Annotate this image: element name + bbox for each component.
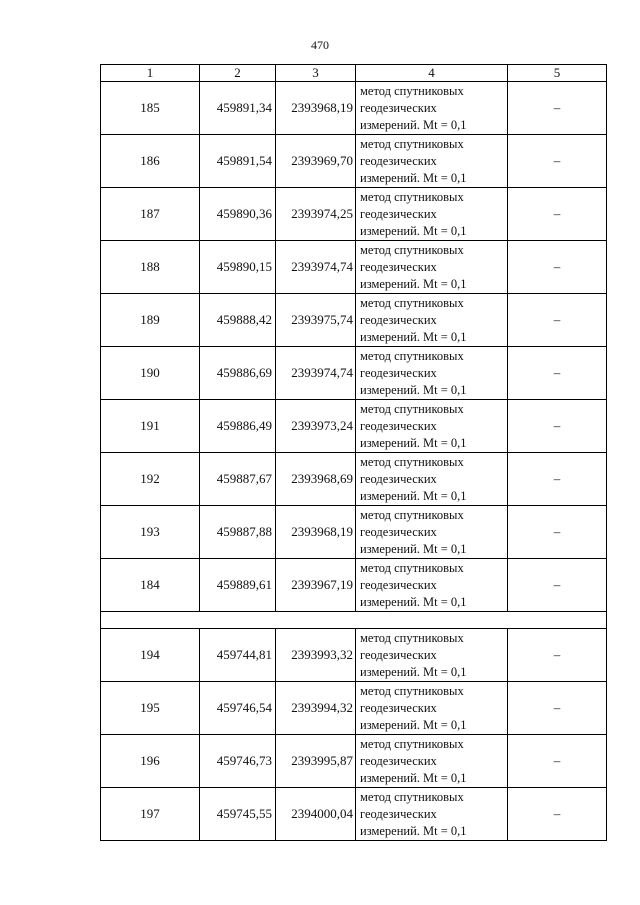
method-text-line: измерений. Mt = 0,1	[360, 117, 467, 132]
x-coordinate-cell: 459890,36	[200, 188, 276, 241]
table-header-row	[101, 65, 607, 82]
method-text-line: измерений. Mt = 0,1	[360, 541, 467, 556]
column-header-3: 3	[276, 65, 356, 82]
table-row	[101, 82, 607, 135]
table-row	[101, 506, 607, 559]
x-coordinate-cell: 459744,81	[200, 629, 276, 682]
method-text-line: геодезических	[360, 312, 437, 327]
point-number-cell: 185	[101, 82, 200, 135]
y-coordinate-cell: 2393967,19	[276, 559, 356, 612]
method-text-line: метод спутниковых	[360, 454, 464, 469]
note-cell: –	[508, 188, 607, 241]
x-coordinate-cell: 459746,54	[200, 682, 276, 735]
point-number-cell: 189	[101, 294, 200, 347]
note-cell: –	[508, 135, 607, 188]
method-cell	[356, 294, 508, 347]
note-cell: –	[508, 682, 607, 735]
method-text-line: измерений. Mt = 0,1	[360, 488, 467, 503]
table-row	[101, 682, 607, 735]
y-coordinate-cell: 2393974,74	[276, 241, 356, 294]
table-row	[101, 629, 607, 682]
method-text-line: измерений. Mt = 0,1	[360, 382, 467, 397]
y-coordinate-cell: 2393968,69	[276, 453, 356, 506]
y-coordinate-cell: 2393975,74	[276, 294, 356, 347]
point-number-cell: 196	[101, 735, 200, 788]
note-cell: –	[508, 400, 607, 453]
method-cell	[356, 629, 508, 682]
point-number-cell: 195	[101, 682, 200, 735]
y-coordinate-cell: 2393995,87	[276, 735, 356, 788]
method-text-line: геодезических	[360, 418, 437, 433]
table-body	[101, 82, 607, 841]
method-text-line: измерений. Mt = 0,1	[360, 276, 467, 291]
page-number: 470	[311, 38, 329, 52]
method-text-line: геодезических	[360, 806, 437, 821]
method-text-line: измерений. Mt = 0,1	[360, 435, 467, 450]
method-text-line: измерений. Mt = 0,1	[360, 223, 467, 238]
method-text-line: метод спутниковых	[360, 242, 464, 257]
method-text-line: геодезических	[360, 471, 437, 486]
method-text-line: метод спутниковых	[360, 189, 464, 204]
separator-cell	[101, 612, 607, 629]
point-number-cell: 186	[101, 135, 200, 188]
method-text-line: геодезических	[360, 577, 437, 592]
point-number-cell: 193	[101, 506, 200, 559]
y-coordinate-cell: 2393994,32	[276, 682, 356, 735]
method-text-line: измерений. Mt = 0,1	[360, 717, 467, 732]
method-text-line: измерений. Mt = 0,1	[360, 664, 467, 679]
method-cell	[356, 506, 508, 559]
x-coordinate-cell: 459887,67	[200, 453, 276, 506]
method-text-line: измерений. Mt = 0,1	[360, 823, 467, 838]
table-row	[101, 241, 607, 294]
table-row	[101, 294, 607, 347]
x-coordinate-cell: 459891,54	[200, 135, 276, 188]
note-cell: –	[508, 347, 607, 400]
method-text-line: метод спутниковых	[360, 295, 464, 310]
y-coordinate-cell: 2393968,19	[276, 506, 356, 559]
point-number-cell: 197	[101, 788, 200, 841]
method-text-line: геодезических	[360, 206, 437, 221]
y-coordinate-cell: 2394000,04	[276, 788, 356, 841]
column-header-5: 5	[508, 65, 607, 82]
note-cell: –	[508, 735, 607, 788]
note-cell: –	[508, 788, 607, 841]
method-text-line: геодезических	[360, 100, 437, 115]
x-coordinate-cell: 459745,55	[200, 788, 276, 841]
method-text-line: геодезических	[360, 753, 437, 768]
x-coordinate-cell: 459886,69	[200, 347, 276, 400]
method-cell	[356, 400, 508, 453]
table-row	[101, 735, 607, 788]
x-coordinate-cell: 459886,49	[200, 400, 276, 453]
y-coordinate-cell: 2393993,32	[276, 629, 356, 682]
column-header-2: 2	[200, 65, 276, 82]
method-text-line: геодезических	[360, 524, 437, 539]
note-cell: –	[508, 506, 607, 559]
method-text-line: измерений. Mt = 0,1	[360, 329, 467, 344]
table-row	[101, 559, 607, 612]
y-coordinate-cell: 2393973,24	[276, 400, 356, 453]
method-text-line: геодезических	[360, 647, 437, 662]
y-coordinate-cell: 2393969,70	[276, 135, 356, 188]
note-cell: –	[508, 241, 607, 294]
table-row	[101, 135, 607, 188]
y-coordinate-cell: 2393974,74	[276, 347, 356, 400]
method-text-line: измерений. Mt = 0,1	[360, 770, 467, 785]
method-text-line: метод спутниковых	[360, 789, 464, 804]
method-text-line: геодезических	[360, 700, 437, 715]
method-text-line: измерений. Mt = 0,1	[360, 594, 467, 609]
note-cell: –	[508, 559, 607, 612]
column-header-1: 1	[101, 65, 200, 82]
x-coordinate-cell: 459746,73	[200, 735, 276, 788]
method-cell	[356, 735, 508, 788]
point-number-cell: 184	[101, 559, 200, 612]
method-text-line: геодезических	[360, 259, 437, 274]
point-number-cell: 192	[101, 453, 200, 506]
x-coordinate-cell: 459890,15	[200, 241, 276, 294]
x-coordinate-cell: 459888,42	[200, 294, 276, 347]
method-cell	[356, 682, 508, 735]
note-cell: –	[508, 82, 607, 135]
method-cell	[356, 188, 508, 241]
table-row	[101, 347, 607, 400]
method-text-line: измерений. Mt = 0,1	[360, 170, 467, 185]
method-text-line: метод спутниковых	[360, 630, 464, 645]
method-cell	[356, 347, 508, 400]
y-coordinate-cell: 2393974,25	[276, 188, 356, 241]
x-coordinate-cell: 459889,61	[200, 559, 276, 612]
note-cell: –	[508, 294, 607, 347]
coordinates-table	[100, 64, 607, 841]
method-cell	[356, 241, 508, 294]
method-text-line: метод спутниковых	[360, 401, 464, 416]
y-coordinate-cell: 2393968,19	[276, 82, 356, 135]
method-cell	[356, 135, 508, 188]
table-row	[101, 188, 607, 241]
method-cell	[356, 788, 508, 841]
table-row	[101, 788, 607, 841]
method-text-line: метод спутниковых	[360, 507, 464, 522]
point-number-cell: 188	[101, 241, 200, 294]
x-coordinate-cell: 459887,88	[200, 506, 276, 559]
note-cell: –	[508, 629, 607, 682]
method-cell	[356, 82, 508, 135]
method-text-line: метод спутниковых	[360, 348, 464, 363]
method-text-line: метод спутниковых	[360, 136, 464, 151]
method-text-line: метод спутниковых	[360, 83, 464, 98]
column-header-4: 4	[356, 65, 508, 82]
table-row	[101, 400, 607, 453]
note-cell: –	[508, 453, 607, 506]
method-text-line: метод спутниковых	[360, 560, 464, 575]
method-cell	[356, 453, 508, 506]
point-number-cell: 187	[101, 188, 200, 241]
point-number-cell: 190	[101, 347, 200, 400]
separator-row	[101, 612, 607, 629]
point-number-cell: 191	[101, 400, 200, 453]
table-row	[101, 453, 607, 506]
method-cell	[356, 559, 508, 612]
point-number-cell: 194	[101, 629, 200, 682]
method-text-line: геодезических	[360, 365, 437, 380]
method-text-line: метод спутниковых	[360, 736, 464, 751]
method-text-line: метод спутниковых	[360, 683, 464, 698]
method-text-line: геодезических	[360, 153, 437, 168]
x-coordinate-cell: 459891,34	[200, 82, 276, 135]
